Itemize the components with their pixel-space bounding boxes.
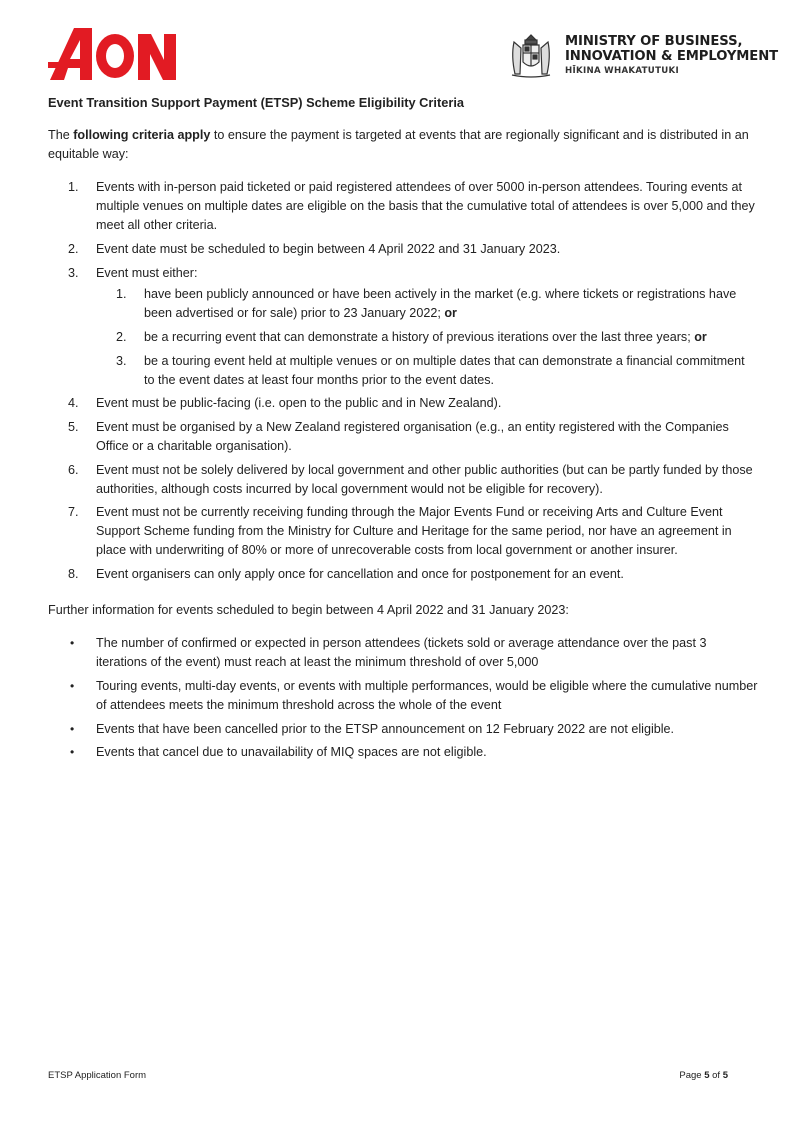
bullet-icon: • (70, 721, 75, 736)
intro-bold: following criteria apply (73, 127, 211, 142)
item-text: Event must not be solely delivered by local government and other public authorities (but can be partly funded by those authorities, although costs incurred by local government would not be eligible for recovery). (96, 462, 753, 496)
sub-criteria-item (96, 285, 758, 323)
mbie-maori-name: HĪKINA WHAKATUTUKI (565, 65, 679, 76)
footer-page-number (679, 1070, 728, 1081)
criteria-item (48, 565, 758, 584)
sub-criteria-list (96, 285, 758, 389)
bullet-icon: • (70, 745, 75, 760)
mbie-name-line-2: INNOVATION & EMPLOYMENT (565, 48, 779, 64)
further-info-item (48, 720, 758, 739)
item-number: 1. (68, 180, 79, 195)
item-number: 2. (68, 241, 79, 256)
item-text: Event must be public-facing (i.e. open to the public and in New Zealand). (96, 396, 502, 411)
item-text: Event date must be scheduled to begin between 4 April 2022 and 31 January 2023. (96, 241, 561, 256)
criteria-item (48, 240, 758, 259)
nz-coat-of-arms-icon (506, 30, 556, 80)
item-bold-or: or (694, 329, 707, 344)
item-number: 2. (116, 329, 127, 344)
further-info-list (48, 634, 758, 762)
sub-criteria-item (96, 352, 758, 390)
criteria-list (48, 178, 758, 583)
criteria-item (48, 418, 758, 456)
document-title: Event Transition Support Payment (ETSP) Scheme Eligibility Criteria (48, 95, 464, 110)
item-text: The number of confirmed or expected in person attendees (tickets sold or average attendance over the past 3 iterations of the event) must reach at least the minimum threshold of over 5,000 (96, 636, 707, 670)
item-number: 4. (68, 396, 79, 411)
mbie-name-line-1: MINISTRY OF BUSINESS, (565, 33, 743, 49)
page-label: Page (679, 1070, 705, 1081)
mbie-logo (506, 28, 779, 82)
page-total: 5 (722, 1070, 728, 1081)
document-body (48, 94, 758, 767)
further-info-item (48, 677, 758, 715)
intro-text-start: The (48, 127, 74, 142)
item-text: be a touring event held at multiple venues or on multiple dates that can demonstrate a financial commitment to the event dates at least four months prior to the event dates. (144, 353, 745, 387)
item-text: Event must be organised by a New Zealand registered organisation (e.g., an entity registered with the Companies Office or a charitable organisation). (96, 420, 729, 453)
page-separator: of (709, 1070, 723, 1081)
item-text: Touring events, multi-day events, or events with multiple performances, would be eligible where the cumulative number of attendees meets the minimum threshold across the whole of the event (96, 678, 758, 712)
item-number: 6. (68, 462, 79, 477)
item-number: 3. (68, 265, 79, 280)
bullet-icon: • (70, 636, 75, 651)
item-text: Events that have been cancelled prior to the ETSP announcement on 12 February 2022 are not eligible. (96, 721, 675, 736)
item-number: 3. (116, 353, 127, 368)
item-text: be a recurring event that can demonstrate a history of previous iterations over the last three years; (144, 329, 695, 344)
intro-text-end: to ensure the payment is targeted at events that are regionally significant and is distributed in an equitable way: (48, 127, 749, 161)
page-current: 5 (704, 1070, 710, 1081)
aon-logo (48, 26, 178, 82)
criteria-item (48, 264, 758, 390)
footer-document-name: ETSP Application Form (48, 1070, 147, 1081)
item-text: Events with in-person paid ticketed or paid registered attendees of over 5000 in-person attendees. Touring events at multiple venues on multiple dates are eligible on the basis that the cumulative total of attendees is over 5,000 and they meet all other criteria. (96, 180, 755, 232)
further-info-item (48, 743, 758, 762)
item-text: Events that cancel due to unavailability of MIQ spaces are not eligible. (96, 745, 487, 760)
criteria-item (48, 178, 758, 234)
further-info-heading: Further information for events scheduled to begin between 4 April 2022 and 31 January 2023: (48, 602, 569, 617)
item-text: Event must either: (96, 265, 198, 280)
item-text: Event organisers can only apply once for cancellation and once for postponement for an event. (96, 566, 624, 581)
item-text: have been publicly announced or have been actively in the market (e.g. where tickets or registrations have been advertised or for sale) prior to 23 January 2022; (144, 287, 737, 321)
item-number: 7. (68, 505, 79, 520)
item-text: Event must not be currently receiving funding through the Major Events Fund or receiving Arts and Culture Event Support Scheme funding from the Ministry for Culture and Heritage for the same period, nor have an agreement in place with underwriting of 80% or more of unrecoverable costs from local government or another insurer. (96, 505, 732, 557)
item-number: 8. (68, 566, 79, 581)
criteria-item (48, 503, 758, 559)
item-bold-or: or (444, 306, 457, 321)
criteria-item (48, 394, 758, 413)
item-number: 5. (68, 420, 79, 435)
intro-paragraph (48, 126, 758, 164)
item-number: 1. (116, 287, 127, 302)
further-info-item (48, 634, 758, 672)
criteria-item (48, 461, 758, 499)
sub-criteria-item (96, 328, 758, 347)
bullet-icon: • (70, 678, 75, 693)
